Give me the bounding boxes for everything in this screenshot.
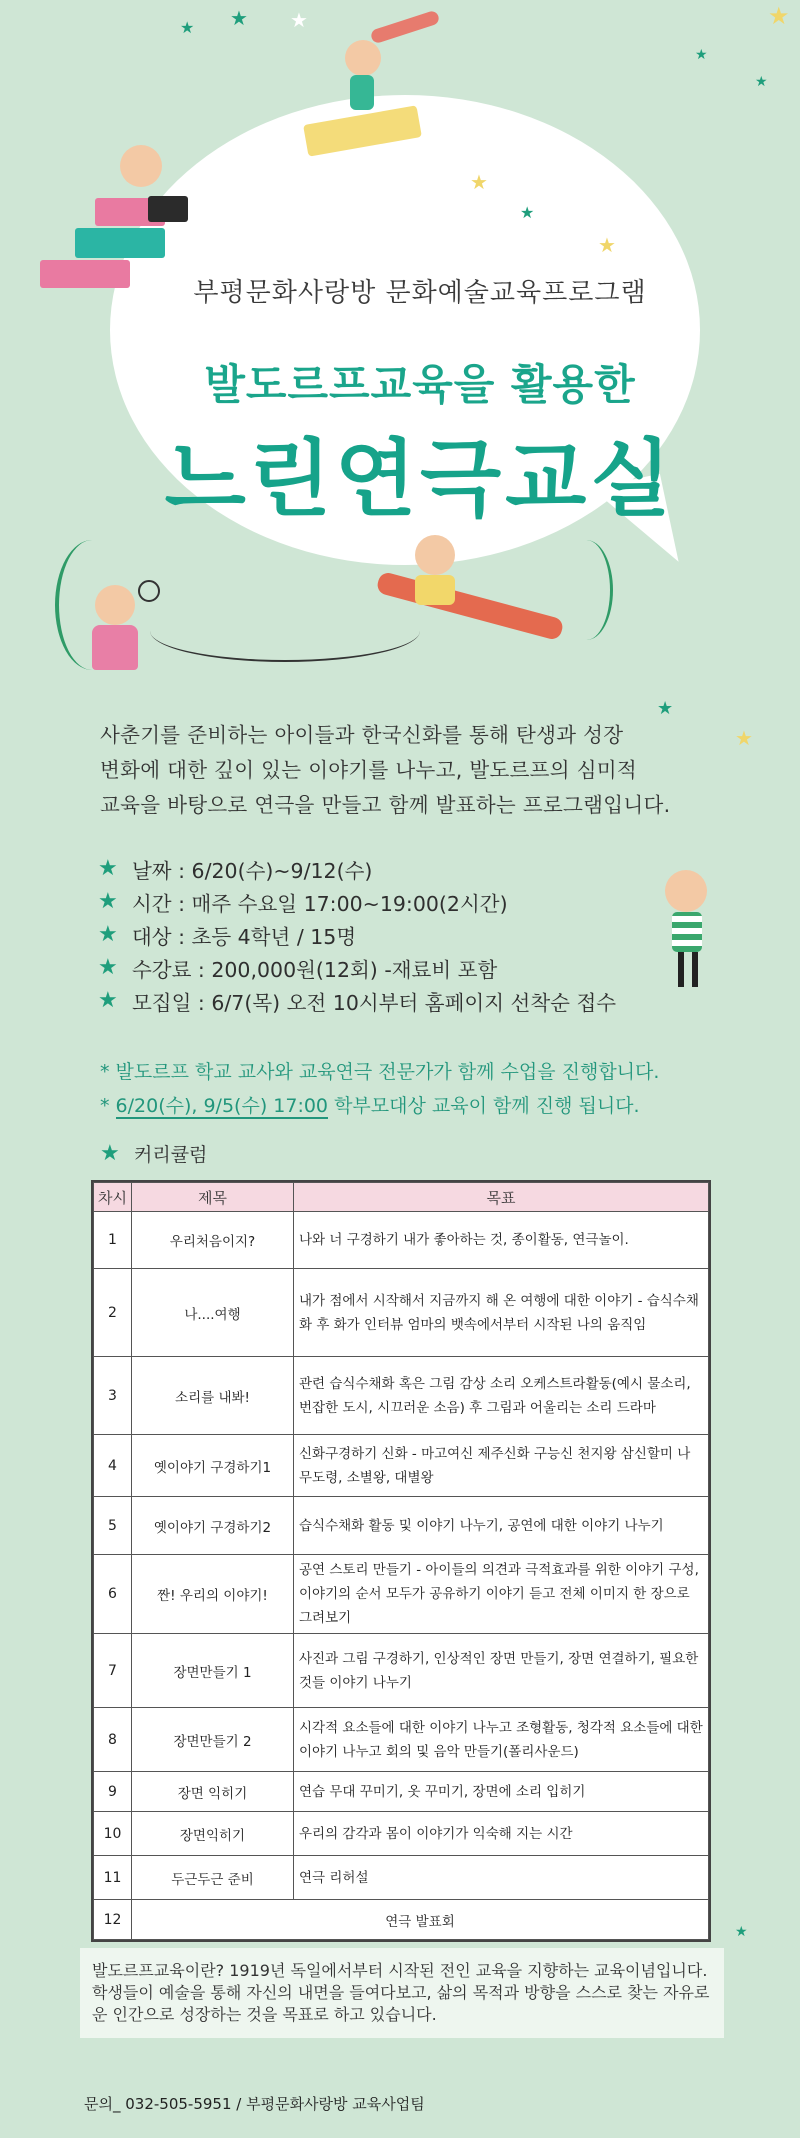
session-number: 3	[94, 1357, 132, 1435]
session-title: 짠! 우리의 이야기!	[132, 1555, 294, 1634]
session-goal: 사진과 그림 구경하기, 인상적인 장면 만들기, 장면 연결하기, 필요한 것들 이야기 나누기	[294, 1634, 709, 1708]
session-title: 옛이야기 구경하기2	[132, 1497, 294, 1555]
table-row	[94, 1856, 709, 1900]
session-title: 두근두근 준비	[132, 1856, 294, 1900]
session-number: 8	[94, 1708, 132, 1772]
session-number: 12	[94, 1900, 132, 1940]
column-header: 차시	[94, 1183, 132, 1212]
star-bullet-icon: ★	[98, 955, 118, 980]
star-bullet-icon: ★	[98, 856, 118, 881]
session-goal: 신화구경하기 신화 - 마고여신 제주신화 구능신 천지왕 삼신할미 나무도령, 소별왕, 대별왕	[294, 1435, 709, 1497]
session-goal: 관련 습식수채화 혹은 그림 감상 소리 오케스트라활동(예시 물소리, 번잡한 도시, 시끄러운 소음) 후 그림과 어울리는 소리 드라마	[294, 1357, 709, 1435]
star-icon: ★	[180, 18, 195, 37]
curriculum-heading: ★ 커리큘럼	[100, 1141, 208, 1166]
intro-line: 교육을 바탕으로 연극을 만들고 함께 발표하는 프로그램입니다.	[100, 793, 671, 817]
star-icon: ★	[735, 1924, 748, 1940]
note-parents: * 6/20(수), 9/5(수) 17:00 학부모대상 교육이 함께 진행 됩니다.	[100, 1095, 640, 1117]
session-goal: 내가 점에서 시작해서 지금까지 해 온 여행에 대한 이야기 - 습식수채화 후 화가 인터뷰 엄마의 뱃속에서부터 시작된 나의 움직임	[294, 1269, 709, 1357]
note-highlight: 6/20(수), 9/5(수) 17:00	[115, 1095, 329, 1117]
program-subtitle: 발도르프교육을 활용한	[204, 360, 636, 409]
note-teachers: * 발도르프 학교 교사와 교육연극 전문가가 함께 수업을 진행합니다.	[100, 1061, 660, 1083]
info-time: ★ 시간 : 매주 수요일 17:00~19:00(2시간)	[98, 889, 508, 916]
curriculum-table	[91, 1180, 711, 1942]
table-row	[94, 1634, 709, 1708]
star-icon: ★	[755, 74, 768, 90]
session-title: 장면만들기 1	[132, 1634, 294, 1708]
intro-line: 사춘기를 준비하는 아이들과 한국신화를 통해 탄생과 성장	[100, 723, 624, 747]
star-icon: ★	[735, 726, 753, 750]
session-number: 2	[94, 1269, 132, 1357]
session-goal: 습식수채화 활동 및 이야기 나누기, 공연에 대한 이야기 나누기	[294, 1497, 709, 1555]
session-goal: 우리의 감각과 몸이 이야기가 익숙해 지는 시간	[294, 1812, 709, 1856]
session-number: 1	[94, 1212, 132, 1269]
star-icon: ★	[657, 698, 674, 719]
session-title: 옛이야기 구경하기1	[132, 1435, 294, 1497]
table-row	[94, 1357, 709, 1435]
session-title: 우리처음이지?	[132, 1212, 294, 1269]
star-icon: ★	[598, 233, 616, 257]
star-icon: ★	[230, 6, 248, 30]
session-title: 장면익히기	[132, 1812, 294, 1856]
star-bullet-icon: ★	[98, 922, 118, 947]
session-goal: 연극 리허설	[294, 1856, 709, 1900]
session-goal: 연습 무대 꾸미기, 옷 꾸미기, 장면에 소리 입히기	[294, 1772, 709, 1812]
session-goal: 나와 너 구경하기 내가 좋아하는 것, 종이활동, 연극놀이.	[294, 1212, 709, 1269]
star-bullet-icon: ★	[98, 988, 118, 1013]
table-row	[94, 1772, 709, 1812]
table-row	[94, 1269, 709, 1357]
star-bullet-icon: ★	[100, 1141, 120, 1166]
table-row	[94, 1708, 709, 1772]
program-notes	[100, 1055, 760, 1123]
session-goal: 공연 스토리 만들기 - 아이들의 의견과 극적효과를 위한 이야기 구성, 이야기의 순서 모두가 공유하기 이야기 듣고 전체 이미지 한 장으로 그려보기	[294, 1555, 709, 1634]
star-icon: ★	[768, 2, 790, 30]
column-header: 목표	[294, 1183, 709, 1212]
intro-line: 변화에 대한 깊이 있는 이야기를 나누고, 발도르프의 심미적	[100, 758, 638, 782]
info-target: ★ 대상 : 초등 4학년 / 15명	[98, 922, 357, 949]
organization-program-label: 부평문화사랑방 문화예술교육프로그램	[193, 278, 647, 308]
info-registration: ★ 모집일 : 6/7(목) 오전 10시부터 홈페이지 선착순 접수	[98, 988, 617, 1015]
info-date: ★ 날짜 : 6/20(수)~9/12(수)	[98, 856, 373, 883]
table-header-row	[94, 1183, 709, 1212]
program-title: 느린연극교실	[164, 430, 676, 528]
session-number: 5	[94, 1497, 132, 1555]
session-number: 4	[94, 1435, 132, 1497]
session-number: 9	[94, 1772, 132, 1812]
session-number: 10	[94, 1812, 132, 1856]
table-row	[94, 1212, 709, 1269]
intro-paragraph	[100, 718, 740, 823]
session-title: 나....여행	[132, 1269, 294, 1357]
session-number: 7	[94, 1634, 132, 1708]
session-title: 장면만들기 2	[132, 1708, 294, 1772]
star-icon: ★	[520, 203, 535, 222]
waldorf-description: 발도르프교육이란? 1919년 독일에서부터 시작된 전인 교육을 지향하는 교육이념입니다. 학생들이 예술을 통해 자신의 내면을 들여다보고, 삶의 목적과 방향을 스스로 찾는 자유로운 인간으로 성장하는 것을 목표로 하고 있습니다.	[80, 1948, 724, 2038]
star-icon: ★	[470, 170, 488, 194]
table-row	[94, 1497, 709, 1555]
info-fee: ★ 수강료 : 200,000원(12회) -재료비 포함	[98, 955, 498, 982]
session-number: 11	[94, 1856, 132, 1900]
table-row	[94, 1900, 709, 1940]
star-icon: ★	[290, 8, 308, 32]
session-goal: 시각적 요소들에 대한 이야기 나누고 조형활동, 청각적 요소들에 대한 이야기 나누고 회의 및 음악 만들기(폴리사운드)	[294, 1708, 709, 1772]
table-row	[94, 1812, 709, 1856]
program-info-list	[98, 852, 718, 1017]
star-bullet-icon: ★	[98, 889, 118, 914]
session-number: 6	[94, 1555, 132, 1634]
column-header: 제목	[132, 1183, 294, 1212]
session-title: 장면 익히기	[132, 1772, 294, 1812]
table-row	[94, 1435, 709, 1497]
session-title: 연극 발표회	[132, 1900, 709, 1940]
session-title: 소리를 내봐!	[132, 1357, 294, 1435]
star-icon: ★	[695, 47, 708, 63]
contact-info: 문의_ 032-505-5951 / 부평문화사랑방 교육사업팀	[84, 2095, 425, 2113]
table-row	[94, 1555, 709, 1634]
